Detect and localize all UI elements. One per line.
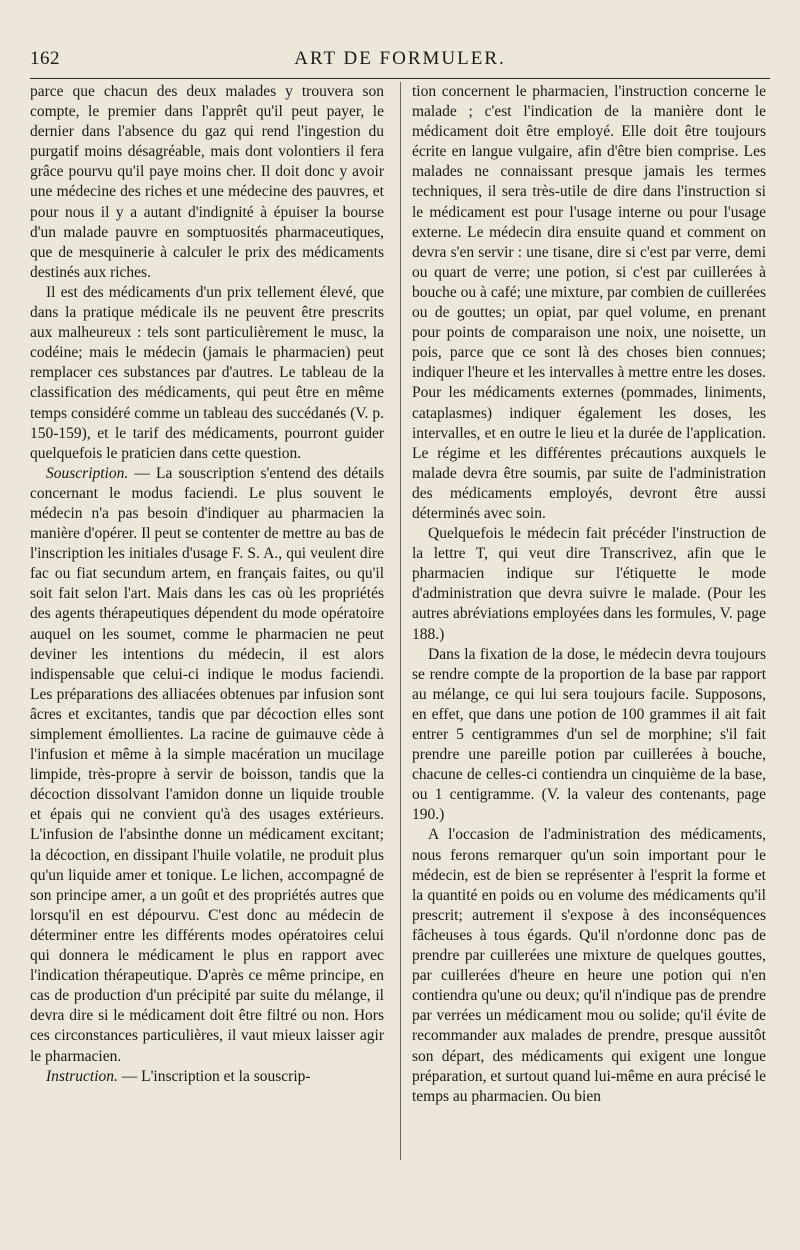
column-divider bbox=[400, 82, 401, 1160]
paragraph-souscription bbox=[30, 464, 384, 1067]
paragraph: Dans la fixation de la dose, le médecin devra toujours se rendre compte de la proportion de la base par rapport au mélange, ce qui lui sera toujours facile. Supposons, en effet, que dans une potion de 100 grammes il ait fait entrer 5 centigrammes d'un sel de morphine; s'il fait prendre une pareille potion par cuillerées à bouche, chacune de celles-ci contiendra un cinquième de la base, ou 1 centigramme. (V. la valeur des contenants, page 190.) bbox=[412, 645, 766, 824]
paragraph: A l'occasion de l'administration des médicaments, nous ferons remarquer qu'un soin important pour le médecin, est de bien se représenter à l'esprit la forme et la quantité en poids ou en volume des médicaments qu'il prescrit; autrement il s'expose à des inconséquences fâcheuses à tous égards. Qu'il n'ordonne donc pas de prendre par cuillerées une mixture de quelques gouttes, par cuillerées d'heure en heure une potion qui n'en contiendra qu'une ou deux; qu'il n'indique pas de prendre par verrées un médicament mou ou solide; qu'il évite de recommander aux malades de prendre, presque aussitôt son départ, des médicaments qui exigent une longue préparation, et surtout quand lui-même en aura précisé le temps au pharmacien. Ou bien bbox=[412, 826, 766, 1105]
right-column bbox=[412, 82, 766, 1107]
paragraph-body: — La souscription s'entend des détails concernant le modus faciendi. Le plus souvent le médecin n'a pas besoin d'indiquer au pharmacien la manière d'opérer. Il peut se contenter de mettre au bas de l'inscription les initiales d'usage F. S. A., qui veulent dire fac ou fiat secundum artem, en français faites, ou qu'il soit fait selon l'art. Mais dans les cas où les propriétés des agents thérapeutiques dépendent du mode opératoire auquel on les soumet, comme le pharmacien ne peut deviner les intentions du médecin, il est alors indispensable que celui-ci indique le modus faciendi. Les préparations des alliacées obtenues par infusion sont âcres et excitantes, tandis que par décoction elles sont simplement émollientes. La racine de guimauve cède à l'infusion et même à la simple macération un mucilage limpide, très-propre à servir de boisson, tandis que la décoction dissolvant l'amidon donne un liquide trouble et épais qui ne convient qu'à des usages extérieurs. L'infusion de l'absinthe donne un médicament excitant; la décoction, en dissipant l'huile volatile, ne produit plus qu'un liquide amer et tonique. Le lichen, accompagné de son principe amer, a un goût et des propriétés autres que lorsqu'il en est dépourvu. C'est donc au médecin de déterminer entre les différents modes opératoires celui qui donnera le médicament le plus en rapport avec l'indication thérapeutique. D'après ce même principe, en cas de production d'un précipité par suite du mélange, il devra dire si le médicament doit être filtré ou non. Hors ces circonstances particulières, il vaut mieux laisser agir le pharmacien. bbox=[30, 464, 384, 1065]
section-heading: Souscription. bbox=[46, 464, 129, 482]
paragraph-instruction bbox=[30, 1067, 384, 1087]
paragraph: tion concernent le pharmacien, l'instruction concerne le malade ; c'est l'indication de la manière dont le médicament doit être employé. Elle doit être toujours écrite en langue vulgaire, afin d'être bien comprise. Les malades ne connaissant presque jamais les termes techniques, il sera très-utile de dire dans l'instruction si le médicament est pour l'usage interne ou pour l'usage externe. Le médecin dira ensuite quand et comment on devra s'en servir : une tisane, dire si c'est par verre, demi ou quart de verre; une potion, si c'est par cuillerées à bouche ou à café; une mixture, par combien de cuillerées ou de gouttes; un opiat, par quel volume, en prenant pour points de comparaison une noix, une noisette, un pois, parce que ce sont là des choses bien connues; indiquer l'heure et les intervalles à mettre entre les doses. Pour les médicaments externes (pommades, liniments, cataplasmes) indiquer également les doses, les intervalles, et en outre le lieu et la durée de l'application. Le régime et les différentes précautions auxquels le malade devra être soumis, par suite de l'administration des médicaments employés, devront être aussi déterminés avec soin. bbox=[412, 83, 766, 522]
page-number: 162 bbox=[30, 48, 60, 69]
running-head bbox=[30, 48, 770, 78]
paragraph-body: — L'inscription et la souscrip- bbox=[117, 1067, 311, 1085]
running-title: ART DE FORMULER. bbox=[294, 48, 506, 69]
left-column bbox=[30, 82, 384, 1087]
paragraph: Quelquefois le médecin fait précéder l'instruction de la lettre T, qui veut dire Transcrivez, afin que le pharmacien indique sur l'étiquette le mode d'administration que devra suivre le malade. (Pour les autres abréviations employées dans les formules, V. page 188.) bbox=[412, 525, 766, 643]
paragraph: parce que chacun des deux malades y trouvera son compte, le premier dans l'apprêt qu'il peut payer, le dernier dans l'absence du gaz qui rend l'ingestion du purgatif moins désagréable, mais dont volontiers il fera grâce pourvu qu'il paye moins cher. Il doit donc y avoir une médecine des riches et une médecine des pauvres, et pour nous il y a autant d'indignité à épuiser la bourse d'un malade pauvre en somptuosités pharmaceutiques, que de mesquinerie à calculer le prix des médicaments destinés aux riches. bbox=[30, 83, 384, 281]
section-heading: Instruction. bbox=[46, 1067, 118, 1085]
paragraph: Il est des médicaments d'un prix tellement élevé, que dans la pratique médicale ils ne peuvent être prescrits aux malheureux : tels sont particulièrement le musc, la codéine; mais le médecin (jamais le pharmacien) peut remplacer ces substances par d'autres. Le tableau de la classification des médicaments, qui peut être en même temps considéré comme un tableau des succédanés (V. p. 150-159), et le tarif des médicaments, pourront guider quelquefois le praticien dans cette question. bbox=[30, 283, 384, 462]
header-rule bbox=[30, 78, 770, 79]
